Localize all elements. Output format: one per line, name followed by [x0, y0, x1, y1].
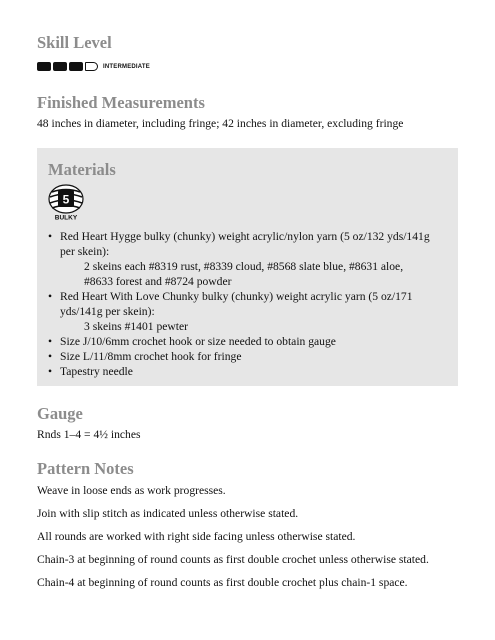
list-item: • Size L/11/8mm crochet hook for fringe	[48, 350, 242, 363]
measurements-text: 48 inches in diameter, including fringe; 42 inches in diameter, excluding fringe	[37, 117, 404, 130]
skill-level-icon	[37, 61, 150, 72]
list-item: • Red Heart Hygge bulky (chunky) weight acrylic/nylon yarn (5 oz/132 yds/141g per skein): 2 skeins each #8319 rust, #8339 cloud, #8568 slate blue, #8631 aloe, #8633 forest and #8724 powder	[48, 230, 430, 288]
yarn-weight-bulky-icon	[47, 184, 85, 222]
skill-level-label: INTERMEDIATE	[103, 63, 150, 70]
gauge-text: Rnds 1–4 = 4½ inches	[37, 428, 141, 441]
pattern-note: Chain-3 at beginning of round counts as first double crochet unless otherwise stated.	[37, 553, 429, 566]
pattern-note: Weave in loose ends as work progresses.	[37, 484, 226, 497]
yarn-weight-label: BULKY	[54, 214, 78, 222]
skill-level-heading: Skill Level	[37, 33, 112, 52]
pattern-note: Join with slip stitch as indicated unless otherwise stated.	[37, 507, 299, 520]
skill-box-filled	[53, 62, 67, 71]
skill-box-filled	[37, 62, 51, 71]
pattern-note: Chain-4 at beginning of round counts as first double crochet plus chain-1 space.	[37, 576, 408, 589]
pattern-notes-heading: Pattern Notes	[37, 459, 134, 478]
list-item: • Tapestry needle	[48, 365, 133, 378]
measurements-heading: Finished Measurements	[37, 93, 205, 112]
materials-panel	[37, 148, 458, 386]
materials-list	[48, 229, 430, 379]
skill-box-filled	[69, 62, 83, 71]
skill-box-empty	[85, 62, 98, 71]
list-item: • Size J/10/6mm crochet hook or size needed to obtain gauge	[48, 335, 336, 348]
gauge-heading: Gauge	[37, 404, 83, 423]
pattern-note: All rounds are worked with right side facing unless otherwise stated.	[37, 530, 356, 543]
list-item: • Red Heart With Love Chunky bulky (chunky) weight acrylic yarn (5 oz/171 yds/141g per skein): 3 skeins #1401 pewter	[48, 290, 413, 333]
yarn-weight-number: 5	[62, 192, 70, 207]
materials-heading: Materials	[48, 160, 116, 179]
